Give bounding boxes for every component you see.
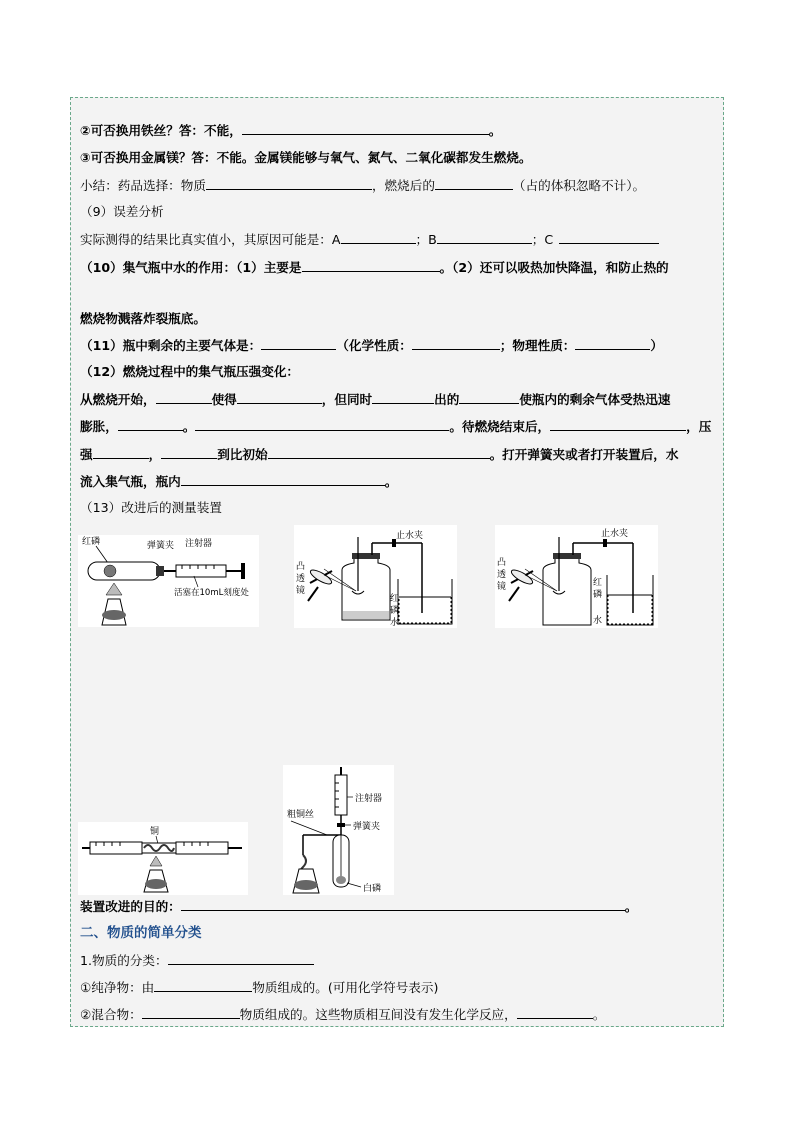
label-red-phosphorus: 红磷	[82, 537, 101, 547]
convex-lens	[309, 568, 334, 587]
blank[interactable]	[118, 418, 183, 431]
blank[interactable]	[302, 259, 440, 272]
label-lens-char: 透	[497, 570, 507, 580]
phosphorus-lump	[104, 565, 116, 577]
blank[interactable]	[550, 418, 686, 431]
left-syringe	[90, 842, 142, 854]
line-improvement-purpose: 装置改进的目的： 。	[80, 899, 638, 914]
label-lens-char: 镜	[296, 586, 306, 596]
blank[interactable]	[261, 337, 336, 350]
blank-a[interactable]	[341, 231, 416, 244]
label-lens-char: 凸	[296, 562, 306, 572]
label-clamp: 弹簧夹	[353, 822, 381, 832]
label-red-phosphorus-char: 磷	[390, 606, 400, 616]
blank[interactable]	[517, 1006, 593, 1019]
white-phosphorus	[336, 876, 346, 884]
blank[interactable]	[435, 177, 513, 190]
line-pure-substance: ①纯净物：由 物质组成的。(可用化学符号表示)	[80, 980, 439, 995]
blank[interactable]	[242, 122, 489, 135]
blank[interactable]	[181, 473, 385, 486]
line-water-role: （10）集气瓶中水的作用：（1）主要是 。（2）还可以吸热加快降温，和防止热的	[80, 260, 669, 275]
line-pressure-1: 从燃烧开始， 使得 ，但同时 出的 使瓶内的剩余气体受热迅速	[80, 392, 671, 407]
label-clamp: 弹簧夹	[147, 541, 175, 551]
label-syringe: 注射器	[185, 539, 213, 549]
figure-white-phosphorus-apparatus	[283, 765, 394, 895]
syringe-barrel	[176, 565, 226, 577]
blank[interactable]	[575, 337, 650, 350]
blank[interactable]	[237, 391, 322, 404]
label-red-phosphorus-char: 红	[593, 578, 603, 588]
blank[interactable]	[168, 952, 314, 965]
blank[interactable]	[412, 337, 500, 350]
label-lens-char: 透	[296, 574, 306, 584]
test-tube	[88, 562, 160, 580]
gas-jar	[543, 557, 591, 625]
figure-lens-flask-apparatus-2	[495, 525, 658, 628]
blank[interactable]	[268, 446, 490, 459]
line-pressure-3: 强 ， 到比初始 。打开弹簧夹或者打开装置后，水	[80, 447, 679, 462]
label-copper: 铜	[150, 827, 160, 837]
blank[interactable]	[206, 177, 372, 190]
figure-copper-two-syringes	[78, 822, 248, 895]
label-stop-clamp: 止水夹	[396, 531, 424, 541]
line-water-role-cont: 燃烧物溅落炸裂瓶底。	[80, 311, 206, 326]
blank[interactable]	[459, 391, 519, 404]
label-red-phosphorus-char: 磷	[593, 590, 603, 600]
gas-jar	[342, 557, 390, 620]
heading-error-analysis: （9）误差分析	[80, 204, 164, 219]
blank[interactable]	[161, 446, 217, 459]
heading-improved-apparatus: （13）改进后的测量装置	[80, 500, 222, 515]
label-piston: 活塞在10mL刻度处	[174, 588, 249, 598]
blank[interactable]	[372, 391, 434, 404]
blank-c[interactable]	[559, 231, 659, 244]
label-stop-clamp: 止水夹	[601, 529, 629, 539]
figure-syringe-tube-apparatus	[78, 535, 259, 627]
label-lens-char: 凸	[497, 558, 507, 568]
line-iron-wire: ②可否换用铁丝？答：不能， 。	[80, 123, 502, 138]
blank[interactable]	[181, 898, 625, 911]
beaker	[607, 575, 653, 625]
label-syringe: 注射器	[355, 794, 383, 804]
line-error-causes: 实际测得的结果比真实值小，其原因可能是：A ；B ；C	[80, 231, 659, 248]
label-lens-char: 镜	[497, 582, 507, 592]
syringe	[335, 775, 347, 815]
blank[interactable]	[142, 1006, 240, 1019]
line-pressure-2: 膨胀， 。 。待燃烧结束后， ，压	[80, 419, 712, 434]
label-water: 水	[593, 616, 603, 626]
blank[interactable]	[93, 446, 149, 459]
blank-b[interactable]	[437, 231, 532, 244]
blank[interactable]	[154, 979, 252, 992]
line-magnesium: ③可否换用金属镁？答：不能。金属镁能够与氧气、氮气、二氧化碳都发生燃烧。	[80, 150, 532, 165]
figure-lens-flask-apparatus-1	[294, 525, 457, 628]
line-pressure-4: 流入集气瓶，瓶内 。	[80, 474, 398, 489]
beaker	[398, 579, 452, 624]
blank[interactable]	[195, 418, 449, 431]
label-water: 水	[390, 618, 400, 628]
heading-pressure-change: （12）燃烧过程中的集气瓶压强变化：	[80, 364, 300, 379]
blank[interactable]	[156, 391, 212, 404]
label-red-phosphorus-char: 红	[390, 594, 400, 604]
label-copper-wire: 粗铜丝	[287, 810, 315, 820]
line-mixture: ②混合物： 物质组成的。这些物质相互间没有发生化学反应， 。	[80, 1007, 606, 1022]
label-white-phosphorus: 白磷	[363, 884, 382, 894]
convex-lens	[510, 568, 535, 587]
section-heading-classification: 二、物质的简单分类	[80, 925, 202, 941]
line-summary: 小结：药品选择：物质 ，燃烧后的 （占的体积忽略不计）。	[80, 178, 646, 193]
line-remaining-gas: （11）瓶中剩余的主要气体是： （化学性质： ；物理性质： ）	[80, 338, 663, 353]
line-classification: 1.物质的分类：	[80, 952, 314, 969]
